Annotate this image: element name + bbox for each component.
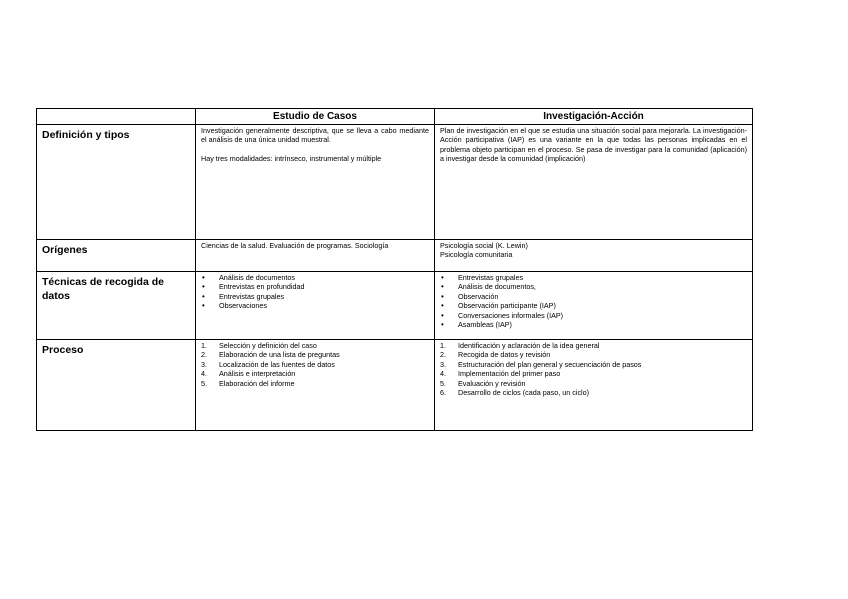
cell-tecnicas-casos xyxy=(196,272,435,340)
list-item: 4. Análisis e interpretación xyxy=(201,369,296,379)
list-item: • Observación xyxy=(440,292,747,301)
header-investigacion-accion: Investigación-Acción xyxy=(435,109,753,125)
row-label-origenes: Orígenes xyxy=(37,240,196,272)
list-item: 5. Elaboración del informe xyxy=(201,378,295,388)
list-item: • Asambleas (IAP) xyxy=(440,320,747,329)
cell-definicion-casos xyxy=(196,125,435,240)
list-item: 3. Localización de las fuentes de datos xyxy=(201,359,335,369)
cell-proceso-accion xyxy=(435,340,753,431)
cell-origenes-accion xyxy=(435,240,753,272)
proceso-casos-list xyxy=(201,341,429,388)
list-item: • Conversaciones informales (IAP) xyxy=(440,311,747,320)
header-empty-cell xyxy=(37,109,196,125)
comparison-table xyxy=(36,108,753,431)
row-label-definicion: Definición y tipos xyxy=(37,125,196,240)
row-definicion xyxy=(37,125,753,240)
cell-origenes-casos xyxy=(196,240,435,272)
list-item: • Entrevistas en profundidad xyxy=(201,282,429,291)
list-item: 1. Identificación y aclaración de la idea general xyxy=(440,341,600,350)
row-proceso xyxy=(37,340,753,431)
row-origenes xyxy=(37,240,753,272)
list-item: • Observación participante (IAP) xyxy=(440,301,747,310)
list-item: 2. Recogida de datos y revisión xyxy=(440,350,551,360)
definicion-casos-modalidades: Hay tres modalidades: intrínseco, instrumental y múltiple xyxy=(201,153,382,163)
list-item: • Entrevistas grupales xyxy=(440,273,747,282)
row-tecnicas xyxy=(37,272,753,340)
origenes-casos-text: Ciencias de la salud. Evaluación de programas. Sociología xyxy=(201,241,389,250)
definicion-accion-text: Plan de investigación en el que se estudia una situación social para mejorarla. La investigación-Acción participativa (IAP) es una variante en la que todas las personas implicadas en el problema objeto participan en el proceso. Se pasa de investigar para la comunidad (aplicación) a investigar desde la comunidad (implicación) xyxy=(440,126,747,164)
row-label-tecnicas: Técnicas de recogida de datos xyxy=(37,272,196,340)
row-label-proceso: Proceso xyxy=(37,340,196,431)
tecnicas-casos-list xyxy=(201,273,429,311)
list-item: • Observaciones xyxy=(201,301,429,310)
list-item: 5. Evaluación y revisión xyxy=(440,378,526,388)
origenes-accion-line-1: Psicología social (K. Lewin) xyxy=(440,241,528,250)
list-item: 2. Elaboración de una lista de preguntas xyxy=(201,350,340,360)
cell-tecnicas-accion xyxy=(435,272,753,340)
cell-proceso-casos xyxy=(196,340,435,431)
cell-definicion-accion xyxy=(435,125,753,240)
list-item: • Análisis de documentos, xyxy=(440,282,747,291)
header-estudio-de-casos: Estudio de Casos xyxy=(196,109,435,125)
list-item: 1. Selección y definición del caso xyxy=(201,341,317,350)
list-item: 6. Desarrollo de ciclos (cada paso, un ciclo) xyxy=(440,388,590,398)
proceso-accion-list xyxy=(440,341,747,397)
origenes-accion-line-2: Psicología comunitaria xyxy=(440,250,513,260)
list-item: • Entrevistas grupales xyxy=(201,292,429,301)
list-item: • Análisis de documentos xyxy=(201,273,429,282)
list-item: 3. Estructuración del plan general y secuenciación de pasos xyxy=(440,359,642,369)
definicion-casos-text: Investigación generalmente descriptiva, que se lleva a cabo mediante el análisis de una única unidad muestral. xyxy=(201,126,429,145)
tecnicas-accion-list xyxy=(440,273,747,329)
header-row xyxy=(37,109,753,125)
list-item: 4. Implementación del primer paso xyxy=(440,369,561,379)
